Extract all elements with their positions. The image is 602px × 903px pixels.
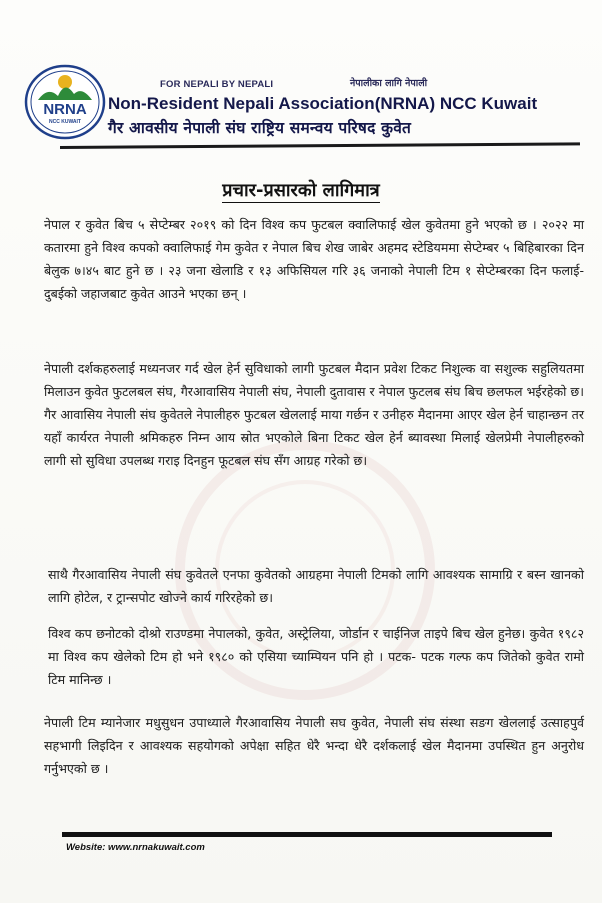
paragraph-4: विश्व कप छनोटको दोश्रो राउण्डमा नेपालको, कुवेत, अस्ट्रेलिया, जोर्डान र चाईनिज ताइपे बिच खेल हुनेछ। कुवेत १९८२ मा विश्व कप खेलेको टिम हो भने १९८० को एसिया च्याम्पियन पनि हो । पटक- पटक गल्फ कप जितेको कुवेत रामो टिम मानिन्छ । — [48, 626, 584, 687]
organization-name-english: Non-Resident Nepali Association(NRNA) NCC Kuwait — [108, 94, 538, 113]
paragraph-5: नेपाली टिम म्यानेजार मधुसुधन उपाध्याले गैरआवासिय नेपाली सघ कुवेत, नेपाली संघ संस्था सङग खेललाई उत्साहपुर्व सहभागी लिइदिन र आवश्यक सहयोगको अपेक्षा सहित धेरै भन्दा धेरै दर्शकलाई खेल मैदानमा उपस्थित हुन अनुरोध गर्नुभएको छ । — [44, 715, 584, 776]
document-title-text: प्रचार-प्रसारको लागिमात्र — [222, 180, 380, 201]
logo-text: NRNA — [43, 101, 87, 118]
logo-subtext: NCC KUWAIT — [49, 119, 81, 125]
tagline-nepali: नेपालीका लागि नेपाली — [350, 78, 428, 89]
header-divider — [60, 142, 580, 149]
document-title — [0, 178, 602, 202]
paragraph-1: नेपाल र कुवेत बिच ५ सेप्टेम्बर २०१९ को दिन विश्व कप फुटबल क्वालिफाई खेल कुवेतमा हुने भएको छ । २०२२ मा कतारमा हुने विश्व कपको क्वालिफाई गेम कुवेत र नेपाल बिच शेख जाबेर अहमद स्टेडियममा सेप्टेम्बर ५ बिहिबारका दिन बेलुक ७।४५ बाट हुने छ । २३ जना खेलाडि र १३ अफिसियल गरि ३६ जनाको नेपाली टिम १ सेप्टेम्बरका दिन फलाई-दुबईको जहाजबाट कुवेत आउने भएका छन् । — [44, 217, 584, 301]
nrna-logo — [24, 62, 106, 140]
paragraph-2: नेपाली दर्शकहरुलाई मध्यनजर गर्द खेल हेर्न सुविधाको लागी फुटबल मैदान प्रवेश टिकट निशुल्क वा सशुल्क सहुलियतमा मिलाउन कुवेत फुटलबल संघ, गैरआवासिय नेपाली संघ, नेपाली दुतावास र नेपाल फुटलब संघ बिच छलफल भईरहेको छ। गैर आवासिय नेपाली संघ कुवेतले नेपालीहरु फुटबल खेललाई माया गर्छन र उनीहरु मैदानमा आएर खेल हेर्न चाहान्छन तर यहाँ कार्यरत नेपाली श्रमिकहरु निम्न आय स्रोत भएकोले बिना टिकट खेल हेर्न ब्यावस्था मिलाई खेलप्रेमी नेपालीहरुको लागी सो सुविधा उपलब्ध गराइ दिनहुन फूटबल संघ सँग आग्रह गरेको छ। — [44, 361, 584, 468]
footer-divider — [62, 832, 552, 837]
sun-icon — [58, 75, 72, 89]
organization-name-nepali: गैर आवसीय नेपाली संघ राष्ट्रिय समन्वय परिषद कुवेत — [108, 119, 412, 137]
tagline-english: FOR NEPALI BY NEPALI — [160, 79, 274, 90]
footer-website: Website: www.nrnakuwait.com — [66, 842, 205, 853]
paragraph-3: साथै गैरआवासिय नेपाली संघ कुवेतले एनफा कुवेतको आग्रहमा नेपाली टिमको लागि आवश्यक सामाग्रि र बस्न खानको लागि होटेल, र ट्रान्सपोट खोज्ने कार्य गरिरहेको छ। — [48, 567, 584, 605]
